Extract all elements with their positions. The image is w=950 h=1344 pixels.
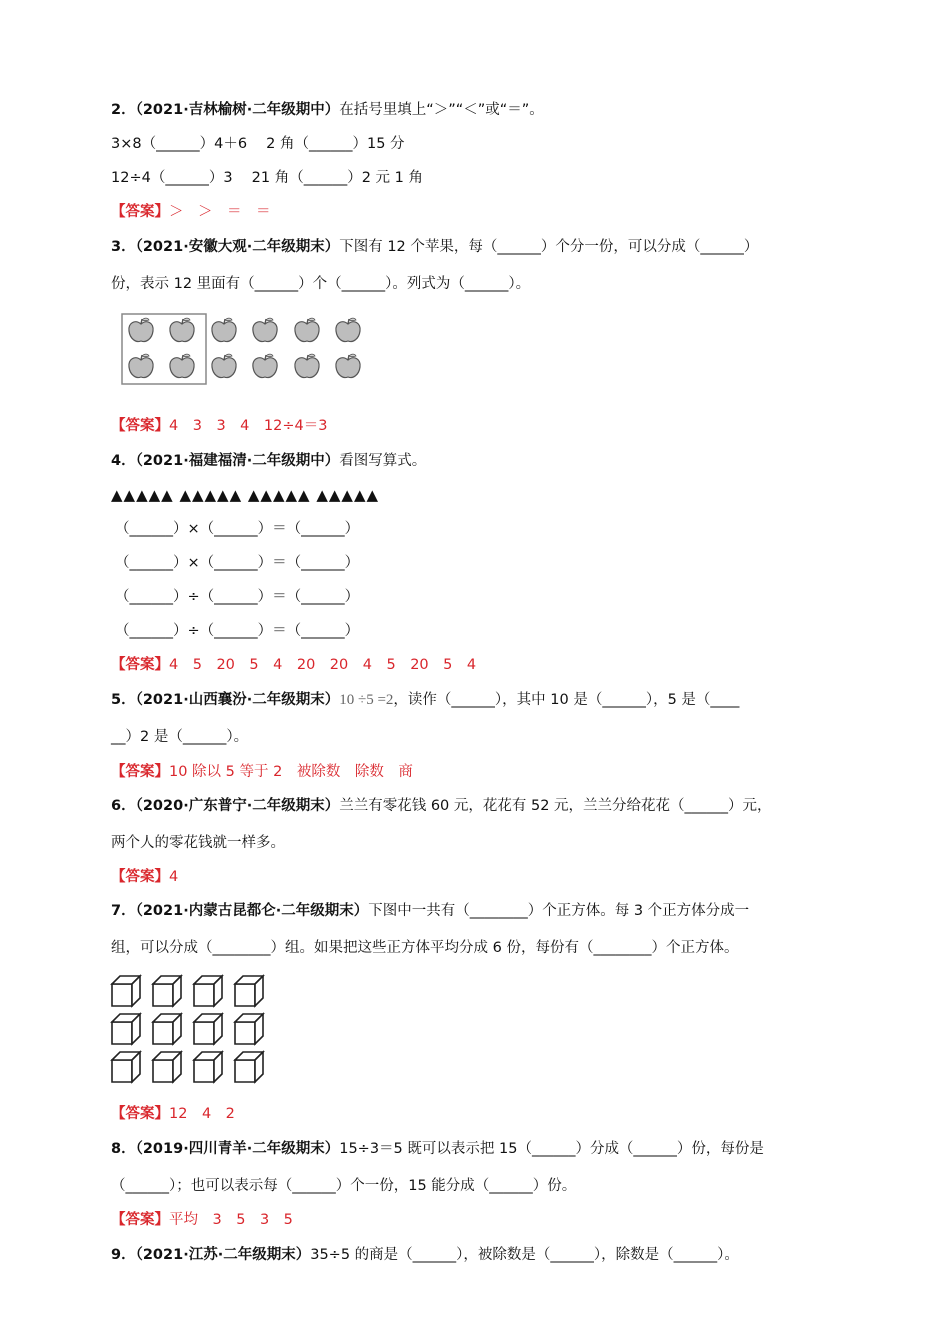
q7-answer-text: 12 4 2 <box>169 1106 235 1122</box>
q6-answer <box>111 867 178 887</box>
q3-source: （2021·安徽大观·二年级期末） <box>135 239 340 255</box>
q5-text-2: __）2 是（______）。 <box>111 729 249 745</box>
apple-icon <box>253 318 277 341</box>
q8-text-1: 15÷3＝5 既可以表示把 15（______）分成（______）份，每份是 <box>339 1141 764 1157</box>
q2-title <box>111 100 544 120</box>
q2-answer-text: ＞ ＞ ＝ ＝ <box>169 204 271 220</box>
q4-answer-text: 4 5 20 5 4 20 20 4 5 20 5 4 <box>169 657 477 673</box>
triangle-row: ▲▲▲▲▲ ▲▲▲▲▲ ▲▲▲▲▲ ▲▲▲▲▲ <box>111 486 380 504</box>
q3-title <box>111 237 758 257</box>
q4-source: （2021·福建福清·二年级期中） <box>135 453 340 469</box>
apple-icon <box>170 354 194 377</box>
q2-row-1: 3×8（______）4＋6 2 角（______）15 分 <box>111 136 405 152</box>
q5-number: 5． <box>111 692 136 708</box>
apple-icon <box>129 354 153 377</box>
q7-source: （2021·内蒙古昆都仑·二年级期末） <box>135 903 369 919</box>
q4-number: 4． <box>111 453 136 469</box>
q7-number: 7． <box>111 903 136 919</box>
q4-row-2: （______）×（______）＝（______） <box>115 555 360 571</box>
q5-formula: 10 ÷5 =2 <box>339 692 394 708</box>
q6-number: 6． <box>111 798 136 814</box>
q4-row-4: （______）÷（______）＝（______） <box>115 623 360 639</box>
q9-text: 35÷5 的商是（______），被除数是（______），除数是（______）。 <box>310 1247 739 1263</box>
q3-number: 3． <box>111 239 136 255</box>
q5-source: （2021·山西襄汾·二年级期末） <box>135 692 340 708</box>
apple-icon <box>336 354 360 377</box>
q6-answer-tag: 【答案】 <box>111 869 169 885</box>
q9-source: （2021·江苏·二年级期末） <box>135 1247 311 1263</box>
q4-text: 看图写算式。 <box>339 453 427 469</box>
q5-answer-tag: 【答案】 <box>111 764 169 780</box>
apple-icon <box>253 354 277 377</box>
q9-number: 9． <box>111 1247 136 1263</box>
cube-icon <box>112 1052 140 1082</box>
q4-answer-tag: 【答案】 <box>111 657 169 673</box>
cube-icon <box>194 1014 222 1044</box>
q8-title <box>111 1139 764 1159</box>
q6-text-2: 两个人的零花钱就一样多。 <box>111 835 285 851</box>
q2-row-2: 12÷4（______）3 21 角（______）2 元 1 角 <box>111 170 423 186</box>
q2-answer <box>111 202 271 222</box>
cube-icon <box>194 1052 222 1082</box>
q2-answer-tag: 【答案】 <box>111 204 169 220</box>
cube-icon <box>153 1014 181 1044</box>
cube-icon <box>153 976 181 1006</box>
q4-answer <box>111 655 476 675</box>
q6-text-1: 兰兰有零花钱 60 元，花花有 52 元，兰兰分给花花（______）元， <box>339 798 772 814</box>
cube-icon <box>194 976 222 1006</box>
apple-icon <box>212 354 236 377</box>
q8-answer-text: 平均 3 5 3 5 <box>169 1212 293 1228</box>
apple-icon <box>295 318 319 341</box>
q7-text-1: 下图中一共有（________）个正方体。每 3 个正方体分成一 <box>368 903 750 919</box>
cube-icon <box>235 1052 263 1082</box>
q8-text-2: （______）；也可以表示每（______）个一份，15 能分成（______）份。 <box>111 1178 577 1194</box>
q9-title <box>111 1245 739 1265</box>
q3-text-1: 下图有 12 个苹果，每（______）个分一份，可以分成（______） <box>339 239 759 255</box>
cube-icon <box>153 1052 181 1082</box>
q3-answer <box>111 416 327 436</box>
cube-icon <box>235 976 263 1006</box>
q7-title <box>111 901 749 921</box>
q5-answer-text: 10 除以 5 等于 2 被除数 除数 商 <box>169 764 413 780</box>
q3-answer-tag: 【答案】 <box>111 418 169 434</box>
cube-figure <box>110 974 270 1086</box>
q5-text-1: ，读作（______），其中 10 是（______），5 是（____ <box>393 692 740 708</box>
q7-text-2: 组，可以分成（________）组。如果把这些正方体平均分成 6 份，每份有（________）个正方体。 <box>111 940 739 956</box>
q2-source: （2021·吉林榆树·二年级期中） <box>135 102 340 118</box>
q3-text-2: 份，表示 12 里面有（______）个（______）。列式为（______）。 <box>111 276 531 292</box>
cube-icon <box>235 1014 263 1044</box>
q4-row-1: （______）×（______）＝（______） <box>115 521 360 537</box>
q7-answer-tag: 【答案】 <box>111 1106 169 1122</box>
q7-answer <box>111 1104 235 1124</box>
cube-icon <box>112 976 140 1006</box>
q8-answer-tag: 【答案】 <box>111 1212 169 1228</box>
apple-icon <box>170 318 194 341</box>
q8-number: 8． <box>111 1141 136 1157</box>
q6-title <box>111 796 772 816</box>
q3-answer-text: 4 3 3 4 12÷4＝3 <box>169 418 328 434</box>
q6-source: （2020·广东普宁·二年级期末） <box>135 798 340 814</box>
q4-row-3: （______）÷（______）＝（______） <box>115 589 360 605</box>
q8-source: （2019·四川青羊·二年级期末） <box>135 1141 340 1157</box>
q5-answer <box>111 762 413 782</box>
apple-icon <box>295 354 319 377</box>
q2-text: 在括号里填上“＞”“＜”或“＝”。 <box>339 102 544 118</box>
q6-answer-text: 4 <box>169 869 179 885</box>
apple-figure <box>120 312 380 387</box>
q8-answer <box>111 1210 293 1230</box>
q4-title <box>111 451 426 471</box>
apple-icon <box>212 318 236 341</box>
apple-icon <box>336 318 360 341</box>
q5-title <box>111 690 739 710</box>
apple-icon <box>129 318 153 341</box>
cube-icon <box>112 1014 140 1044</box>
q2-number: 2． <box>111 102 136 118</box>
